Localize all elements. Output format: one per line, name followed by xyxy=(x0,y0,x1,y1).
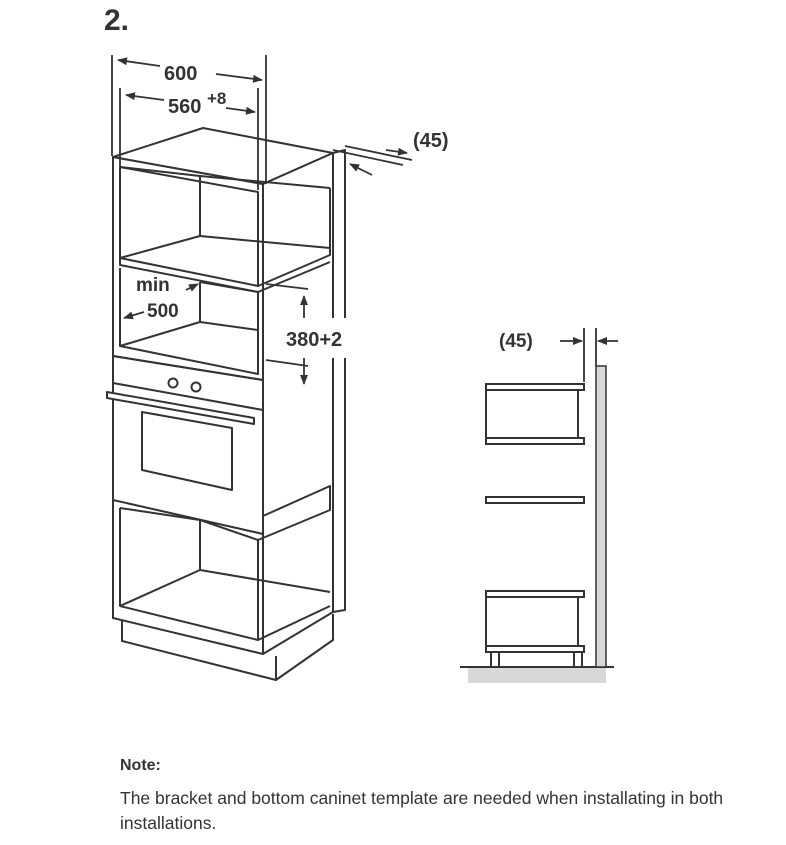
tall-cabinet xyxy=(107,128,345,680)
dim-min-label: min xyxy=(136,275,170,296)
dim-560-tolerance: +8 xyxy=(207,89,227,108)
note-text: The bracket and bottom caninet template are needed when installating in both installations. xyxy=(120,788,724,833)
dim-min-500: 500 xyxy=(147,301,179,322)
side-view xyxy=(460,328,618,683)
dim-380-2: 380+2 xyxy=(286,329,343,351)
dim-45-top: (45) xyxy=(413,130,449,152)
dim-600: 600 xyxy=(164,63,198,85)
note-title: Note: xyxy=(120,757,161,774)
step-number: 2. xyxy=(104,4,130,37)
dim-45-side: (45) xyxy=(499,331,533,352)
dim-560: 560 xyxy=(168,96,202,118)
